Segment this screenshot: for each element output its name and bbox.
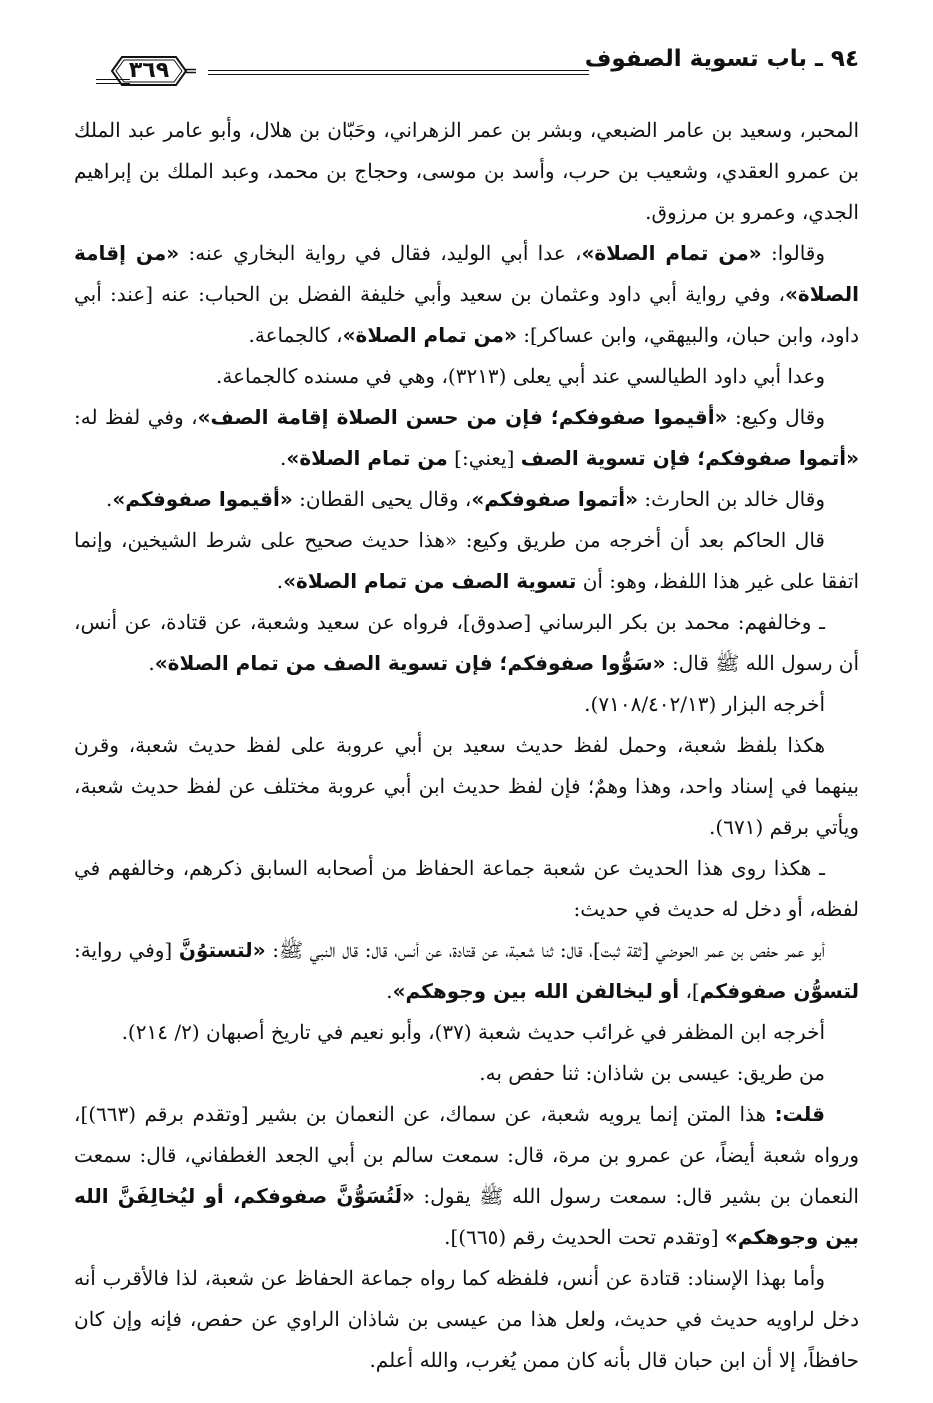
- paragraph: [74, 930, 859, 1012]
- text-run: أخرجه ابن المظفر في غرائب حديث شعبة (٣٧)، وأبو نعيم في تاريخ أصبهان (٢/ ٢١٤).: [121, 1020, 825, 1044]
- bold-quote: «أقيموا صفوفكم؛ فإن من حسن الصلاة إقامة الصف»: [197, 405, 728, 429]
- paragraph: [74, 602, 859, 684]
- text-run: [وتقدم تحت الحديث رقم (٦٦٥)].: [444, 1225, 725, 1249]
- paragraph: [74, 1053, 859, 1094]
- bold-quote: «من تمام الصلاة»: [342, 323, 517, 347]
- text-run: هذا المتن إنما يرويه شعبة، عن سماك، عن النعمان بن بشير [وتقدم برقم (٦٦٣)]، ورواه شعبة أيضاً، عن عمرو بن مرة، قال: سمعت سالم بن أبي الجعد الغطفاني، قال: سمعت النعمان بن بشير قال: سمعت رسول الله ﷺ يقول:: [74, 1102, 859, 1208]
- text-run: وعدا أبي داود الطيالسي عند أبي يعلى (٣٢١٣)، وهي في مسنده كالجماعة.: [216, 364, 825, 388]
- paragraph: [74, 356, 859, 397]
- paragraph: [74, 233, 859, 356]
- text-run: [يعني:]: [447, 446, 521, 470]
- bold-quote: «أتموا صفوفكم؛ فإن تسوية الصف: [520, 446, 859, 470]
- page-number: ٣٦٩: [128, 58, 170, 83]
- bold-quote: لتسوُّن صفوفكم: [699, 979, 859, 1003]
- paragraph: [74, 479, 859, 520]
- text-run: .: [386, 979, 393, 1003]
- text-run: أخرجه البزار (٧١٠٨/٤٠٢/١٣).: [584, 692, 825, 716]
- text-run: ، عدا أبي الوليد، فقال في رواية البخاري عنه:: [179, 241, 582, 265]
- bold-quote: «سَوُّوا صفوفكم؛ فإن تسوية الصف من تمام الصلاة»: [154, 651, 666, 675]
- text-run: ، كالجماعة.: [248, 323, 343, 347]
- bold-quote: «أقيموا صفوفكم»: [112, 487, 293, 511]
- text-run: أبو عمر حفص بن عمر الحوضي [ثقة ثبت]، قال: ثنا شعبة، عن قتادة، عن أنس، قال: قال النبي ﷺ:: [265, 938, 826, 962]
- bold-quote: قلت:: [774, 1102, 825, 1126]
- paragraph: [74, 848, 859, 930]
- page-number-ornament: [102, 53, 196, 89]
- page-body: [74, 110, 859, 1381]
- text-run: المحبر، وسعيد بن عامر الضبعي، وبشر بن عمر الزهراني، وحَبّان بن هلال، وأبو عامر عبد الملك بن عمرو العقدي، وشعيب بن حرب، وأسد بن موسى، وحجاج بن محمد، وعبد الملك بن إبراهيم الجدي، وعمرو بن مرزوق.: [74, 118, 859, 224]
- text-run: ، وقال يحيى القطان:: [292, 487, 472, 511]
- text-run: من طريق: عيسى بن شاذان: ثنا حفص به.: [479, 1061, 825, 1085]
- bold-quote: «لَتُسَوُّنَّ صفوفكم، أو ليُخالِفَنَّ الله بين وجوهكم»: [74, 1184, 859, 1249]
- paragraph: [74, 1258, 859, 1381]
- text-run: .: [276, 569, 284, 593]
- page-header: [74, 44, 859, 94]
- bold-quote: أو ليخالفن الله بين وجوهكم»: [392, 979, 680, 1003]
- text-run: ـ هكذا روى هذا الحديث عن شعبة جماعة الحفاظ من أصحابه السابق ذكرهم، وخالفهم في لفظه، أو دخل له حديث في حديث:: [74, 856, 859, 921]
- paragraph: [74, 1094, 859, 1258]
- paragraph: [74, 684, 859, 725]
- text-run: .: [106, 487, 113, 511]
- bold-quote: «من إقامة الصلاة»: [74, 241, 859, 306]
- bold-quote: من تمام الصلاة»: [286, 446, 448, 470]
- text-run: ، وفي لفظ له:: [74, 405, 198, 429]
- text-run: وقال خالد بن الحارث:: [638, 487, 825, 511]
- header-rule-left: [96, 79, 130, 84]
- bold-quote: «من تمام الصلاة»: [581, 241, 762, 265]
- chapter-title: ٩٤ ـ باب تسوية الصفوف: [584, 46, 859, 72]
- paragraph: [74, 1012, 859, 1053]
- paragraph: [74, 110, 859, 233]
- paragraph: [74, 397, 859, 479]
- text-run: .: [148, 651, 155, 675]
- text-run: ـ وخالفهم: محمد بن بكر البرساني [صدوق]، فرواه عن سعيد وشعبة، عن قتادة، عن أنس، أن رسول الله ﷺ قال:: [74, 610, 859, 675]
- text-run: .: [280, 446, 287, 470]
- paragraph: [74, 725, 859, 848]
- text-run: هكذا بلفظ شعبة، وحمل لفظ حديث سعيد بن أبي عروبة على لفظ حديث شعبة، وقرن بينهما في إسناد واحد، وهذا وهمٌ؛ فإن لفظ حديث ابن أبي عروبة مختلف عن لفظ حديث شعبة، ويأتي برقم (٦٧١).: [74, 733, 859, 839]
- bold-quote: تسوية الصف من تمام الصلاة»: [283, 569, 577, 593]
- text-run: [وفي رواية:: [74, 938, 179, 962]
- text-run: ]،: [679, 979, 700, 1003]
- text-run: وأما بهذا الإسناد: قتادة عن أنس، فلفظه كما رواه جماعة الحفاظ عن شعبة، لذا فالأقرب أنه دخل لراويه حديث في حديث، ولعل هذا من عيسى بن شاذان الراوي عن حفص، فإنه وإن كان حافظاً، إلا أن ابن حبان قال بأنه كان ممن يُغرب، والله أعلم.: [74, 1266, 859, 1372]
- text-run: وقالوا:: [761, 241, 826, 265]
- bold-quote: «أتموا صفوفكم»: [471, 487, 638, 511]
- header-rule: [208, 70, 589, 75]
- bold-quote: «لتستوُنَّ: [178, 938, 266, 962]
- paragraph: [74, 520, 859, 602]
- text-run: ، وفي رواية أبي داود وعثمان بن سعيد وأبي خليفة الفضل بن الحباب: عنه [عند: أبي داود، وابن حبان، والبيهقي، وابن عساكر]:: [74, 282, 859, 347]
- text-run: وقال وكيع:: [727, 405, 825, 429]
- text-run: قال الحاكم بعد أن أخرجه من طريق وكيع: «هذا حديث صحيح على شرط الشيخين، وإنما اتفقا على غير هذا اللفظ، وهو: أن: [74, 528, 859, 593]
